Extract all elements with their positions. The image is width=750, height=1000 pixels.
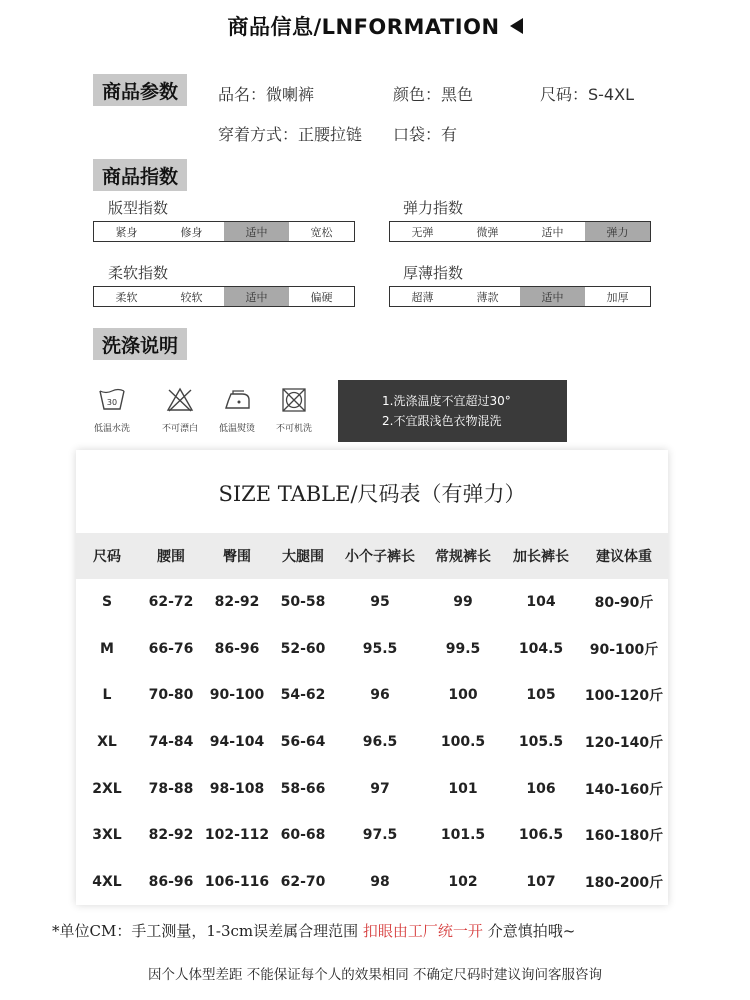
table-cell: XL [97,734,117,751]
table-cell: 98 [370,873,390,890]
scale-cell-selected: 适中 [224,222,289,241]
scale-cell: 紧身 [115,225,138,239]
table-cell: 86-96 [148,873,194,890]
care-label: 低温水洗 [93,424,130,434]
table-cell: 3XL [92,827,122,844]
table-cell: 105.5 [518,734,564,751]
table-cell: L [102,687,112,704]
param-name: 品名：微喇裤 [218,85,315,104]
table-header-row [76,533,668,579]
table-row [76,765,668,812]
column-header: 建议体重 [580,533,668,579]
elastic-index-title: 弹力指数 [403,199,464,217]
table-cell: 82-92 [214,594,260,611]
table-cell: 99 [453,594,473,611]
footer-buttonhole-note: 扣眼由工厂统一开 [362,922,483,940]
section-label-washing: 洗涤说明 [93,328,187,360]
table-row [76,859,668,906]
table-cell: 104 [526,594,556,611]
table-cell: 4XL [92,873,122,890]
scale-cell: 薄款 [476,290,499,304]
table-cell: 96 [370,687,390,704]
washing-notes [338,380,567,442]
scale-cell: 宽松 [310,225,333,239]
section-label-params: 商品参数 [93,74,187,106]
table-cell: 102 [448,873,478,890]
no-machine-wash-icon [279,387,309,413]
scale-cell-selected: 弹力 [585,222,650,241]
table-cell: 56-64 [280,734,326,751]
fit-index-scale [93,221,355,242]
table-cell: 106 [526,780,556,797]
column-header: 加长裤长 [502,533,580,579]
iron-low-icon [222,387,252,413]
care-label: 不可漂白 [161,424,198,434]
column-header: 大腿围 [270,533,336,579]
param-pocket: 口袋：有 [393,125,458,144]
table-cell: 90-100 [209,687,265,704]
scale-cell: 修身 [180,225,203,239]
table-cell: 54-62 [280,687,326,704]
triangle-left-icon [510,18,523,34]
table-row [76,812,668,859]
table-cell: 102-112 [204,827,270,844]
column-header: 常规裤长 [424,533,502,579]
footer-unit-note: *单位CM：手工测量，1-3cm误差属合理范围 [52,922,359,940]
care-item-no-machine [259,387,329,434]
table-cell: 95.5 [362,640,398,657]
table-cell: 70-80 [148,687,194,704]
wash-temp-text: 30 [106,398,118,407]
scale-cell: 偏硬 [310,290,333,304]
table-cell: 90-100斤 [589,641,659,658]
table-cell: M [100,640,114,657]
column-header: 小个子裤长 [336,533,424,579]
care-label: 不可机洗 [275,424,312,434]
table-cell: 97.5 [362,827,398,844]
table-cell: 62-72 [148,594,194,611]
table-cell: 95 [370,594,390,611]
table-cell: 107 [526,873,556,890]
table-cell: 74-84 [148,734,194,751]
thick-index-title: 厚薄指数 [403,264,464,282]
scale-cell-selected: 适中 [224,287,289,306]
table-cell: 60-68 [280,827,326,844]
table-cell: 105 [526,687,556,704]
table-cell: 58-66 [280,780,326,797]
table-cell: 106-116 [204,873,270,890]
footer-disclaimer [52,920,732,941]
scale-cell: 超薄 [411,290,434,304]
table-cell: 62-70 [280,873,326,890]
table-cell: 50-58 [280,594,326,611]
table-cell: 96.5 [362,734,398,751]
size-table-title: SIZE TABLE/尺码表（有弹力） [218,482,526,506]
scale-cell: 加厚 [606,290,629,304]
table-cell: 101.5 [440,827,486,844]
soft-index-title: 柔软指数 [108,264,169,282]
table-cell: 78-88 [148,780,194,797]
elastic-index-scale [389,221,651,242]
table-cell: 100.5 [440,734,486,751]
table-cell: 94-104 [209,734,265,751]
scale-cell: 柔软 [115,290,138,304]
page-header [0,8,750,44]
param-wear: 穿着方式：正腰拉链 [218,125,363,144]
table-cell: 99.5 [445,640,481,657]
table-cell: 160-180斤 [584,828,664,845]
table-cell: 52-60 [280,640,326,657]
column-header: 臀围 [204,533,270,579]
footer-caution-note: 介意慎拍哦~ [487,922,576,940]
table-cell: 80-90斤 [594,595,654,612]
table-cell: S [101,594,113,611]
scale-cell: 无弹 [411,225,434,239]
care-label: 低温熨烫 [218,424,255,434]
param-size: 尺码：S-4XL [540,85,634,104]
table-row [76,626,668,673]
scale-cell-selected: 适中 [520,287,585,306]
table-cell: 100-120斤 [584,688,664,705]
table-row [76,579,668,626]
washing-note: 1.洗涤温度不宜超过30° [382,394,511,408]
param-color: 颜色：黑色 [393,85,474,104]
no-bleach-icon [165,387,195,413]
table-cell: 2XL [92,780,122,797]
footer-advice: 因个人体型差距 不能保证每个人的效果相同 不确定尺码时建议询问客服咨询 [147,967,603,983]
thick-index-scale [389,286,651,307]
table-cell: 82-92 [148,827,194,844]
scale-cell: 微弹 [476,225,499,239]
page-title: 商品信息/LNFORMATION [227,15,500,39]
column-header: 腰围 [138,533,204,579]
fit-index-title: 版型指数 [108,199,169,217]
size-table-card [76,450,668,905]
table-cell: 180-200斤 [584,874,664,891]
table-row [76,672,668,719]
wash-30-icon [97,387,127,413]
table-cell: 120-140斤 [584,735,664,752]
table-row [76,719,668,766]
table-cell: 66-76 [148,640,194,657]
section-label-indices: 商品指数 [93,159,187,191]
soft-index-scale [93,286,355,307]
table-cell: 106.5 [518,827,564,844]
table-cell: 140-160斤 [584,781,664,798]
table-cell: 97 [370,780,390,797]
table-cell: 101 [448,780,478,797]
table-cell: 104.5 [518,640,564,657]
care-item-wash [77,387,147,434]
column-header: 尺码 [76,533,138,579]
table-cell: 86-96 [214,640,260,657]
scale-cell: 较软 [180,290,203,304]
size-table [76,533,668,905]
washing-note: 2.不宜跟浅色衣物混洗 [382,414,502,428]
scale-cell: 适中 [541,225,564,239]
table-cell: 100 [448,687,478,704]
table-cell: 98-108 [209,780,265,797]
